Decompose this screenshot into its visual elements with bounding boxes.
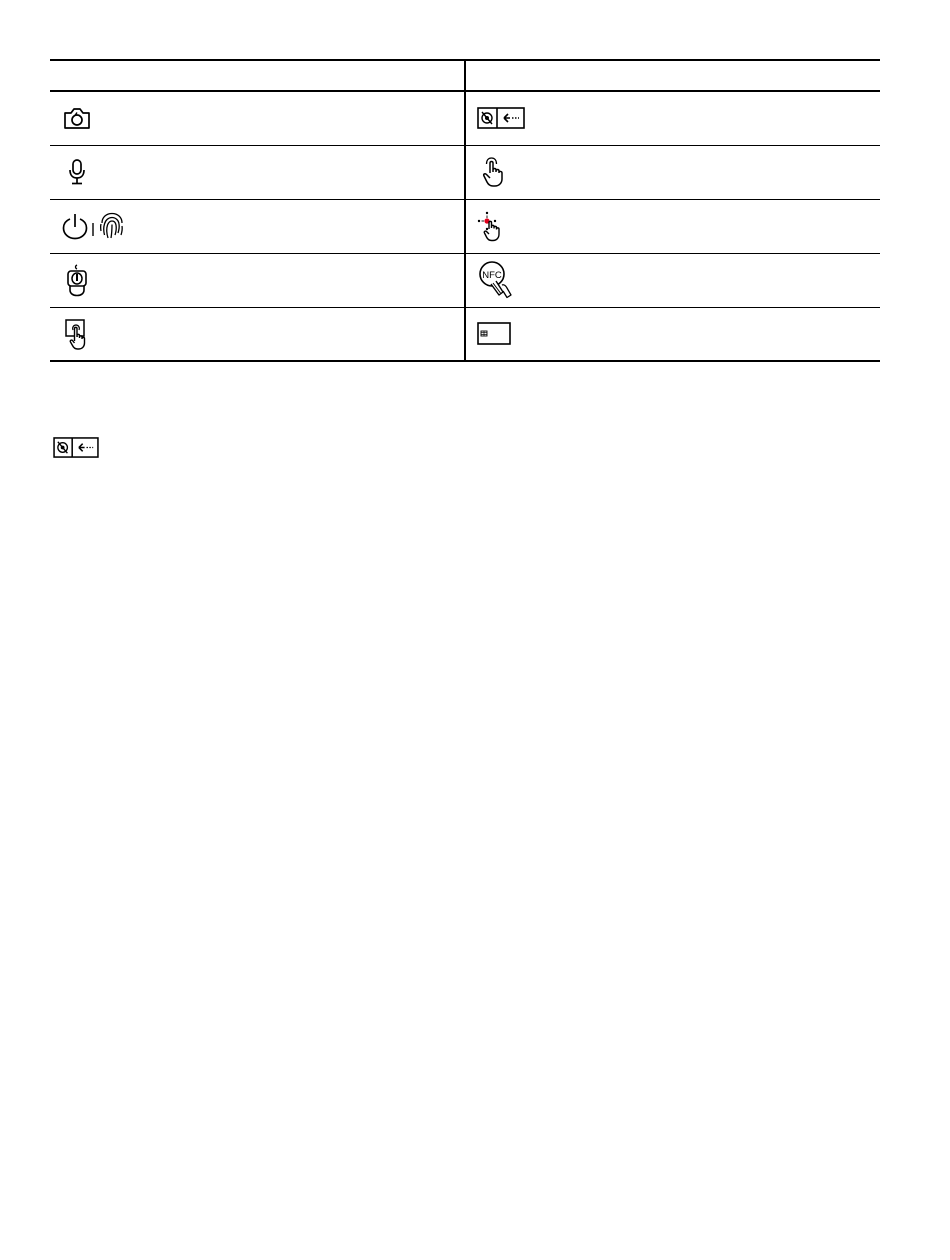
camera-icon — [62, 106, 92, 130]
separator-bar — [88, 212, 98, 240]
microphone-icon — [62, 158, 92, 186]
svg-text:NFC: NFC — [482, 270, 502, 281]
mouse-icon — [62, 262, 92, 298]
fingerprint-icon — [98, 211, 126, 241]
trackpoint-tap-icon — [477, 210, 513, 242]
touchpad-icon — [62, 317, 92, 351]
table-cell — [50, 199, 465, 253]
header-left-cell — [50, 60, 465, 91]
table-row — [50, 145, 880, 199]
privacy-shutter-icon — [477, 107, 525, 129]
table-row — [50, 307, 880, 361]
touch-gesture-icon — [477, 156, 511, 188]
icon-reference-table — [50, 59, 880, 362]
power-button-icon — [62, 212, 88, 240]
table-row — [50, 91, 880, 145]
table-header-row — [50, 60, 880, 91]
table-cell — [465, 145, 880, 199]
table-row — [50, 199, 880, 253]
header-right-cell — [465, 60, 880, 91]
table-cell — [465, 199, 880, 253]
table-cell — [50, 253, 465, 307]
nfc-touch-icon — [477, 260, 517, 300]
table-row — [50, 253, 880, 307]
smart-card-slot-icon — [477, 322, 511, 346]
table-cell — [50, 91, 465, 145]
table-cell — [465, 91, 880, 145]
privacy-shutter-icon — [53, 437, 99, 458]
table-cell — [465, 307, 880, 361]
table-cell — [50, 145, 465, 199]
table-cell — [50, 307, 465, 361]
table-cell — [465, 253, 880, 307]
